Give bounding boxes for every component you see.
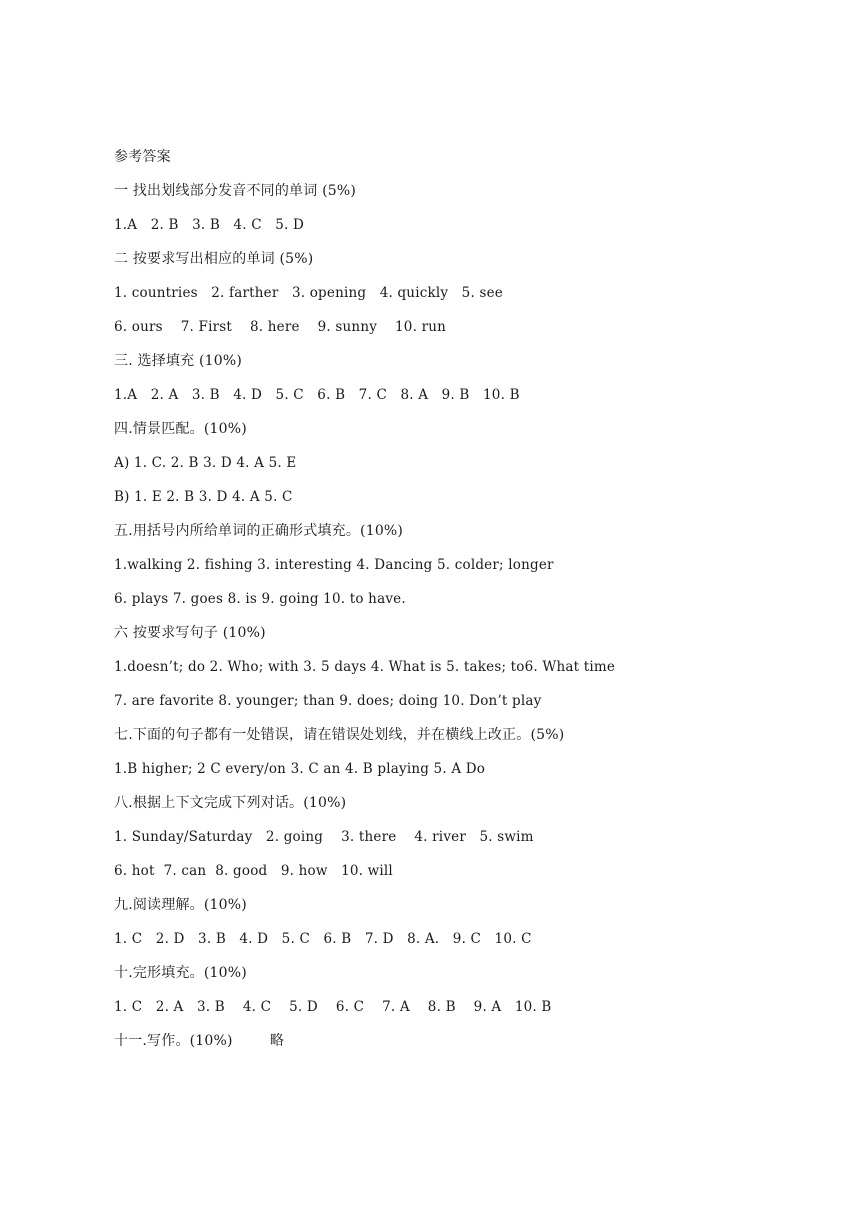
section-5-answers-row-1: 1.walking 2. fishing 3. interesting 4. Dancing 5. colder; longer [114,557,554,573]
section-4-heading: 四.情景匹配。(10%) [114,421,247,437]
section-11-heading: 十一.写作。(10%) 略 [114,1033,285,1049]
section-10-answers: 1. C 2. A 3. B 4. C 5. D 6. C 7. A 8. B 9. A 10. B [114,999,552,1015]
section-7-heading: 七.下面的句子都有一处错误，请在错误处划线，并在横线上改正。(5%) [114,727,565,743]
section-6-heading: 六 按要求写句子 (10%) [114,625,266,641]
answer-key-document [114,146,814,1064]
section-9-heading: 九.阅读理解。(10%) [114,897,247,913]
section-6-answers-row-1: 1.doesn’t; do 2. Who; with 3. 5 days 4. What is 5. takes; to6. What time [114,659,616,675]
section-5-heading: 五.用括号内所给单词的正确形式填充。(10%) [114,523,404,539]
section-9-answers: 1. C 2. D 3. B 4. D 5. C 6. B 7. D 8. A. 9. C 10. C [114,931,532,947]
section-10-heading: 十.完形填充。(10%) [114,965,247,981]
section-6-answers-row-2: 7. are favorite 8. younger; than 9. does; doing 10. Don’t play [114,693,542,709]
section-8-answers-row-2: 6. hot 7. can 8. good 9. how 10. will [114,863,393,879]
section-1-heading: 一 找出划线部分发音不同的单词 (5%) [114,183,357,199]
section-1-answers: 1.A 2. B 3. B 4. C 5. D [114,217,305,233]
section-7-answers: 1.B higher; 2 C every/on 3. C an 4. B playing 5. A Do [114,761,486,777]
section-5-answers-row-2: 6. plays 7. goes 8. is 9. going 10. to have. [114,591,406,607]
section-8-answers-row-1: 1. Sunday/Saturday 2. going 3. there 4. river 5. swim [114,829,534,845]
section-8-heading: 八.根据上下文完成下列对话。(10%) [114,795,347,811]
section-4-answers-row-2: B) 1. E 2. B 3. D 4. A 5. C [114,489,293,505]
section-4-answers-row-1: A) 1. C. 2. B 3. D 4. A 5. E [114,455,297,471]
section-3-answers: 1.A 2. A 3. B 4. D 5. C 6. B 7. C 8. A 9. B 10. B [114,387,520,403]
section-2-heading: 二 按要求写出相应的单词 (5%) [114,251,314,267]
section-2-answers-row-2: 6. ours 7. First 8. here 9. sunny 10. run [114,319,447,335]
section-3-heading: 三. 选择填充 (10%) [114,353,242,369]
section-2-answers-row-1: 1. countries 2. farther 3. opening 4. quickly 5. see [114,285,503,301]
document-title: 参考答案 [114,149,171,165]
